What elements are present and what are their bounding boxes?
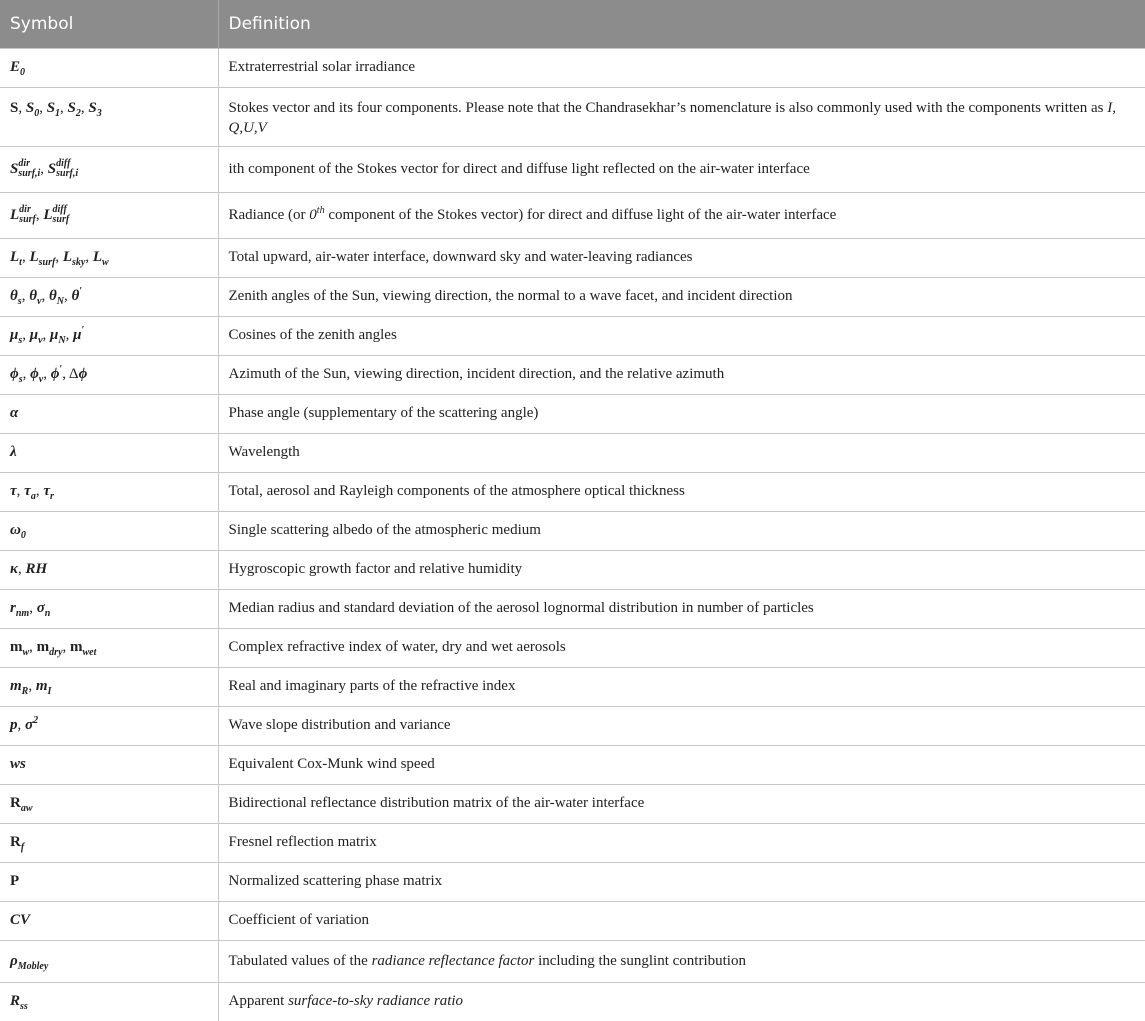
definition-cell: Normalized scattering phase matrix xyxy=(218,862,1145,901)
table-row xyxy=(0,706,1145,745)
header-definition: Definition xyxy=(218,0,1145,48)
definition-cell: Total, aerosol and Rayleigh components of the atmosphere optical thickness xyxy=(218,472,1145,511)
definition-cell: Median radius and standard deviation of the aerosol lognormal distribution in number of particles xyxy=(218,589,1145,628)
table-row xyxy=(0,982,1145,1021)
definition-cell: Azimuth of the Sun, viewing direction, incident direction, and the relative azimuth xyxy=(218,355,1145,394)
table-row xyxy=(0,394,1145,433)
symbol-cell: $R_{aw}$ xyxy=(0,784,218,823)
definition-cell: Equivalent Cox-Munk wind speed xyxy=(218,745,1145,784)
table-row xyxy=(0,745,1145,784)
table-row xyxy=(0,511,1145,550)
table-row xyxy=(0,823,1145,862)
symbol-cell: ws xyxy=(0,745,218,784)
header-row xyxy=(0,0,1145,48)
definition-cell: Coefficient of variation xyxy=(218,901,1145,940)
table-body xyxy=(0,48,1145,1021)
table-header xyxy=(0,0,1145,48)
symbol-cell: $E_0$ xyxy=(0,48,218,87)
definition-cell: Complex refractive index of water, dry and wet aerosols xyxy=(218,628,1145,667)
symbol-cell: α xyxy=(0,394,218,433)
definition-cell: Cosines of the zenith angles xyxy=(218,316,1145,355)
table-row xyxy=(0,238,1145,277)
table-row xyxy=(0,589,1145,628)
header-symbol: Symbol xyxy=(0,0,218,48)
table-row xyxy=(0,550,1145,589)
symbol-cell: $m_w$, $m_{dry}$, $m_{wet}$ xyxy=(0,628,218,667)
symbol-cell: $\phi_s$, $\phi_v$, ϕ′, Δϕ xyxy=(0,355,218,394)
definition-cell: Apparent surface-to-sky radiance ratio xyxy=(218,982,1145,1021)
symbol-cell: CV xyxy=(0,901,218,940)
symbol-cell: S, $S_0$, $S_1$, $S_2$, $S_3$ xyxy=(0,87,218,146)
symbol-cell: $m_R$, $m_I$ xyxy=(0,667,218,706)
symbol-cell: κ, RH xyxy=(0,550,218,589)
symbol-cell: $L_t$, $L_{surf}$, $L_{sky}$, $L_w$ xyxy=(0,238,218,277)
table-row xyxy=(0,355,1145,394)
definition-cell: Bidirectional reflectance distribution matrix of the air-water interface xyxy=(218,784,1145,823)
definition-cell: Extraterrestrial solar irradiance xyxy=(218,48,1145,87)
definition-cell: Tabulated values of the radiance reflectance factor including the sunglint contribution xyxy=(218,940,1145,982)
definition-cell: Wavelength xyxy=(218,433,1145,472)
table-row xyxy=(0,940,1145,982)
symbol-cell: $\omega_0$ xyxy=(0,511,218,550)
table-row xyxy=(0,901,1145,940)
symbol-cell: p, $\sigma^2$ xyxy=(0,706,218,745)
symbol-cell: λ xyxy=(0,433,218,472)
table-row xyxy=(0,87,1145,146)
definition-cell: ith component of the Stokes vector for direct and diffuse light reflected on the air-water interface xyxy=(218,146,1145,192)
symbol-cell: L dir surf , L diff surf xyxy=(0,192,218,238)
definition-cell: Total upward, air-water interface, downward sky and water-leaving radiances xyxy=(218,238,1145,277)
table-row xyxy=(0,433,1145,472)
definition-cell: Wave slope distribution and variance xyxy=(218,706,1145,745)
symbol-cell: $\rho_{Mobley}$ xyxy=(0,940,218,982)
symbol-cell: $R_f$ xyxy=(0,823,218,862)
symbol-cell: $\theta_s$, $\theta_v$, $\theta_N$, θ′ xyxy=(0,277,218,316)
table-row xyxy=(0,146,1145,192)
symbol-cell: S dir surf,i , S diff surf,i xyxy=(0,146,218,192)
definition-cell: Radiance (or 0th component of the Stokes vector) for direct and diffuse light of the air-water interface xyxy=(218,192,1145,238)
table-row xyxy=(0,277,1145,316)
definition-cell: Hygroscopic growth factor and relative humidity xyxy=(218,550,1145,589)
table-row xyxy=(0,48,1145,87)
table-row xyxy=(0,628,1145,667)
symbol-cell: P xyxy=(0,862,218,901)
table-row xyxy=(0,192,1145,238)
definition-cell: Real and imaginary parts of the refractive index xyxy=(218,667,1145,706)
definition-cell: Zenith angles of the Sun, viewing direction, the normal to a wave facet, and incident direction xyxy=(218,277,1145,316)
table-row xyxy=(0,472,1145,511)
symbol-cell: $r_{nm}$, $\sigma_n$ xyxy=(0,589,218,628)
definition-cell: Single scattering albedo of the atmospheric medium xyxy=(218,511,1145,550)
table-row xyxy=(0,667,1145,706)
table-row xyxy=(0,784,1145,823)
symbol-cell: τ, $\tau_a$, $\tau_r$ xyxy=(0,472,218,511)
definition-cell: Phase angle (supplementary of the scattering angle) xyxy=(218,394,1145,433)
table-row xyxy=(0,862,1145,901)
table-row xyxy=(0,316,1145,355)
symbol-cell: $R_{ss}$ xyxy=(0,982,218,1021)
symbol-cell: $\mu_s$, $\mu_v$, $\mu_N$, μ′ xyxy=(0,316,218,355)
definition-cell: Stokes vector and its four components. Please note that the Chandrasekhar’s nomenclature is also commonly used with the components written as I, Q,U,V xyxy=(218,87,1145,146)
definition-cell: Fresnel reflection matrix xyxy=(218,823,1145,862)
